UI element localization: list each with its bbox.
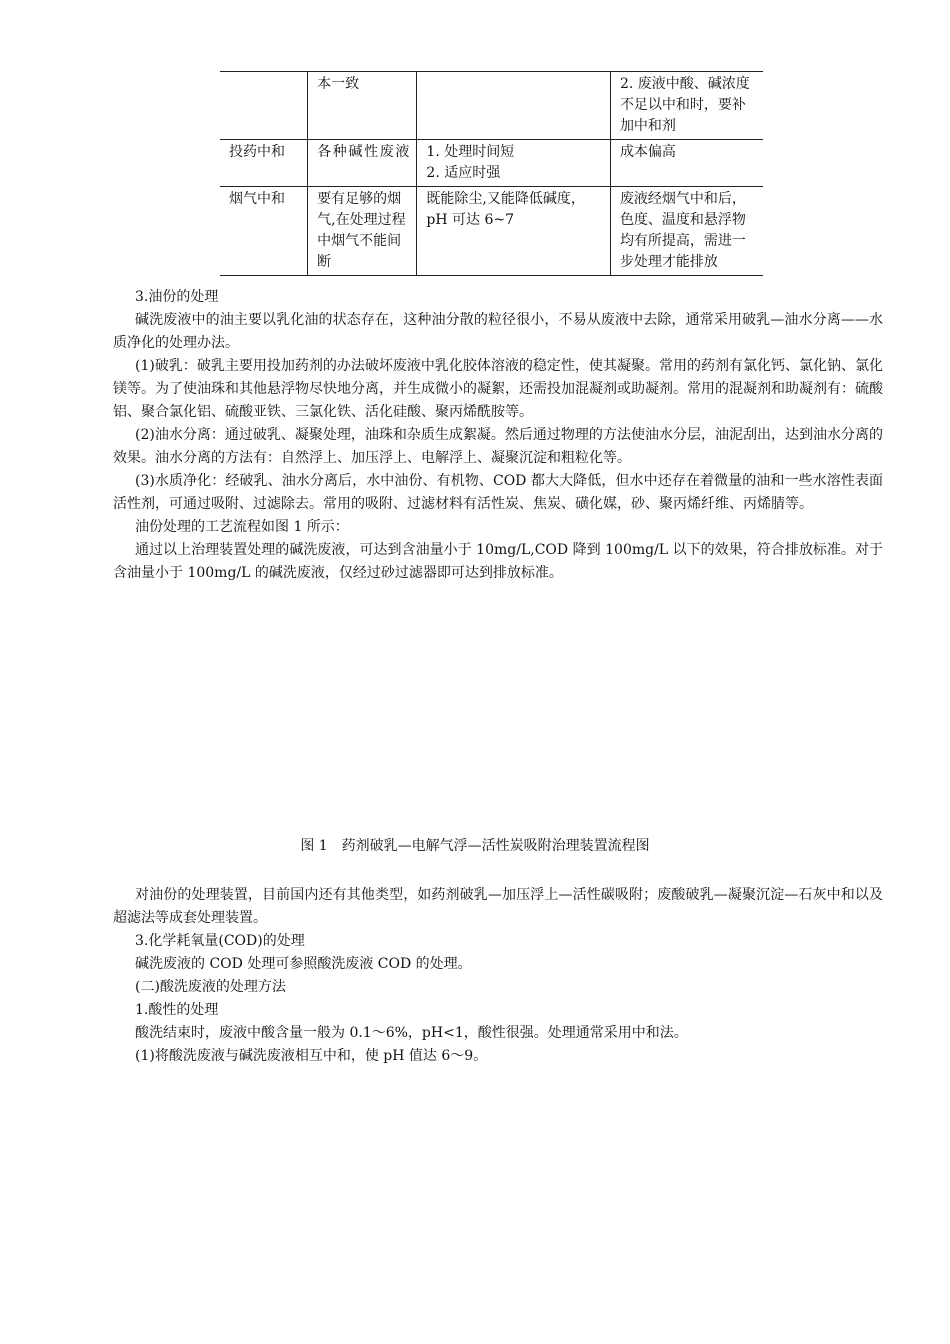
paragraph: (1)破乳：破乳主要用投加药剂的办法破坏废液中乳化胶体溶液的稳定性，使其凝聚。常用的药剂有氯化钙、氯化钠、氯化镁等。为了使油珠和其他悬浮物尽快地分离，并生成微小的凝絮，还需投加混凝剂或助凝剂。常用的混凝剂和助凝剂有：硫酸铝、聚合氯化铝、硫酸亚铁、三氯化铁、活化硅酸、聚丙烯酰胺等。 [113,358,883,420]
cod-and-acid-section [113,884,883,1068]
table-row [220,72,763,140]
paragraph: 油份处理的工艺流程如图 1 所示： [135,519,349,535]
oil-treatment-section [113,286,883,585]
table-cell-text: 各种碱性废液 [317,144,410,160]
table-cell-method: 投药中和 [229,144,285,160]
table-cell-text: 1. 处理时间短 [426,144,515,160]
table-cell-disadvantages [610,72,763,140]
section-heading: 1.酸性的处理 [135,1002,219,1018]
paragraph: 酸洗结束时，废液中酸含量一般为 0.1～6%，pH<1，酸性很强。处理通常采用中和法。 [135,1025,688,1041]
paragraph: (2)油水分离：通过破乳、凝聚处理，油珠和杂质生成絮凝。然后通过物理的方法使油水分层，油泥刮出，达到油水分离的效果。油水分离的方法有：自然浮上、加压浮上、电解浮上、凝聚沉淀和粗粒化等。 [113,427,883,466]
table-cell-disadvantages [610,187,763,276]
paragraph: 通过以上治理装置处理的碱洗废液，可达到含油量小于 10mg/L,COD 降到 100mg/L 以下的效果，符合排放标准。对于含油量小于 100mg/L 的碱洗废液，仅经过砂过滤器即可达到排放标准。 [113,542,883,581]
figure-caption: 图 1 药剂破乳—电解气浮—活性炭吸附治理装置流程图 [300,838,650,854]
paragraph: 碱洗废液中的油主要以乳化油的状态存在，这种油分散的粒径很小，不易从废液中去除，通常采用破乳—油水分离——水质净化的处理办法。 [113,312,883,351]
neutralization-table [220,71,763,276]
table-cell-condition: 本一致 [308,72,417,140]
table-cell-text: 2. 适应时强 [426,165,501,181]
table-cell-text: 成本偏高 [619,144,676,160]
paragraph: 碱洗废液的 COD 处理可参照酸洗废液 COD 的处理。 [135,956,472,972]
section-heading: 3.油份的处理 [135,289,219,305]
section-heading: (二)酸洗废液的处理方法 [135,979,286,995]
section-heading: 3.化学耗氧量(COD)的处理 [135,933,305,949]
paragraph: (1)将酸洗废液与碱洗废液相互中和，使 pH 值达 6～9。 [135,1048,488,1064]
table-cell-advantages [417,140,611,187]
table-cell-method: 烟气中和 [229,191,285,207]
paragraph: 对油份的处理装置，目前国内还有其他类型，如药剂破乳—加压浮上—活性碳吸附；废酸破乳—凝聚沉淀—石灰中和以及超滤法等成套处理装置。 [113,887,883,926]
table-cell-condition [308,187,417,276]
table-cell-method [220,72,308,140]
table-cell-text: 2. 废液中酸、碱浓度不足以中和时，要补加中和剂 [619,76,750,134]
table-cell-advantages [417,187,611,276]
table-cell-disadvantages [610,140,763,187]
table-cell-text: 要有足够的烟气,在处理过程中烟气不能间断 [317,191,406,270]
table-cell-text: 既能除尘,又能降低碱度，pH 可达 6~7 [426,191,585,228]
table-row [220,187,763,276]
table-row [220,140,763,187]
table-cell-text: 废液经烟气中和后，色度、温度和悬浮物均有所提高，需进一步处理才能排放 [619,191,746,270]
table-cell-advantages [417,72,611,140]
table-cell-condition [308,140,417,187]
paragraph: (3)水质净化：经破乳、油水分离后，水中油份、有机物、COD 都大大降低，但水中还存在着微量的油和一些水溶性表面活性剂，可通过吸附、过滤除去。常用的吸附、过滤材料有活性炭、焦炭、磺化媒，砂、聚丙烯纤维、丙烯腈等。 [113,473,883,512]
